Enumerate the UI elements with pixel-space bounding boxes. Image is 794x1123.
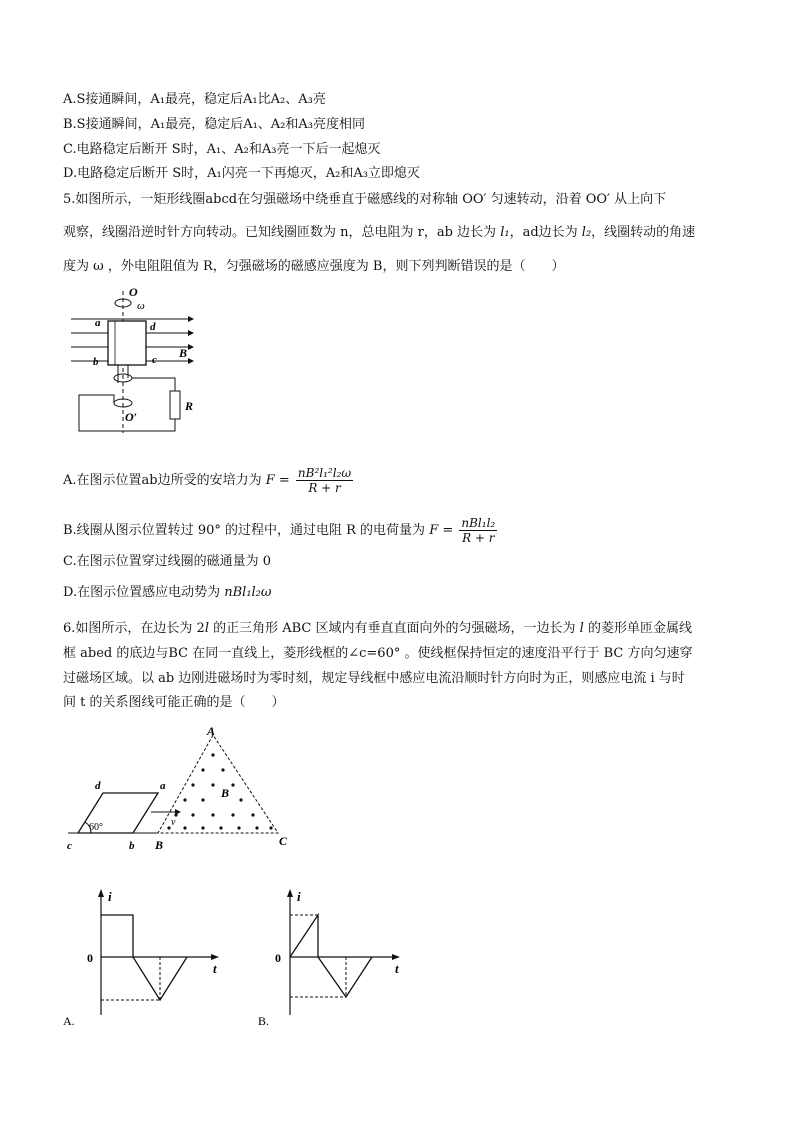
l2-symbol: l₂ <box>581 225 592 240</box>
label-A: A <box>207 725 216 738</box>
angle-label: 60° <box>89 822 103 833</box>
graphB-i-label: i <box>297 889 301 904</box>
label-b-q6: b <box>129 840 135 852</box>
q5-option-b: B.线圈从图示位置转过 90° 的过程中，通过电阻 R 的电荷量为 F = $\frac{\text{nBl₁l₂}}{R + r}$ <box>63 516 496 545</box>
q6-stem-line3: 过磁场区域。以 ab 边刚进磁场时为零时刻，规定导线框中感应电流沿顺时针方向时为正，则感应电流 i 与时 <box>63 671 685 686</box>
label-omega: ω <box>137 300 145 312</box>
l1-symbol: l₁ <box>500 225 510 240</box>
graphA-t-label: t <box>213 961 217 976</box>
graph-option-b <box>258 885 418 1030</box>
q6-stem-line2: 框 abed 的底边与BC 在同一直线上，菱形线框的∠c=60° 。使线框保持恒定的速度沿平行于 BC 方向匀速穿 <box>63 646 693 661</box>
q5-optA-fraction: $\frac{\text{nB²l₁²l₂ω}}{R + r}$ <box>297 466 352 495</box>
label-c-q6: c <box>67 840 72 852</box>
graphA-zero: 0 <box>87 951 93 965</box>
label-B-vertex: B <box>155 838 164 852</box>
q4-option-b: B.S接通瞬间，A₁最亮，稳定后A₁、A₂和A₃亮度相同 <box>63 117 365 132</box>
graphA-i-label: i <box>108 889 112 904</box>
q5-stem-line1: 5.如图所示，一矩形线圈abcd在匀强磁场中绕垂直于磁感线的对称轴 OO′ 匀速转动，沿着 OO′ 从上向下 <box>63 192 667 207</box>
q4-option-d: D.电路稳定后断开 S时，A₁闪亮一下再熄灭，A₂和A₃立即熄灭 <box>63 166 420 181</box>
label-d-q6: d <box>95 780 101 792</box>
q6-stem-line1: 6.如图所示，在边长为 2l 的正三角形 ABC 区域内有垂直直面向外的匀强磁场，一边长为 l 的菱形单匝金属线 <box>63 621 692 636</box>
q5-option-a: A.在图示位置ab边所受的安培力为 F = $\frac{\text{nB²l₁²l₂ω}}{R + r}$ <box>63 466 352 495</box>
label-B-field: B <box>179 346 188 360</box>
label-a-q6: a <box>160 780 166 792</box>
label-v: v <box>171 817 176 828</box>
label-d: d <box>150 321 156 333</box>
q6-triangle-figure <box>63 725 303 855</box>
q5-stem-line2: 观察，线圈沿逆时针方向转动。已知线圈匝数为 n，总电阻为 r，ab 边长为 l₁，ad边长为 l₂，线圈转动的角速 <box>63 225 696 240</box>
label-b: b <box>93 356 99 368</box>
q5-coil-figure <box>63 283 203 438</box>
q5-stem-line3: 度为 ω ，外电阻阻值为 R，匀强磁场的磁感应强度为 B，则下列判断错误的是（ ） <box>63 259 565 274</box>
label-B-field-q6: B <box>221 786 230 800</box>
label-c: c <box>152 354 157 366</box>
label-O-prime: O′ <box>125 410 138 424</box>
graphA-option-label: A. <box>63 1014 75 1028</box>
q4-option-c: C.电路稳定后断开 S时，A₁、A₂和A₃亮一下后一起熄灭 <box>63 142 381 157</box>
q5-optB-fraction: $\frac{\text{nBl₁l₂}}{R + r}$ <box>461 516 496 545</box>
graph-option-a <box>63 885 233 1030</box>
label-O: O <box>129 285 138 299</box>
graphB-zero: 0 <box>275 951 281 965</box>
q4-option-a: A.S接通瞬间，A₁最亮，稳定后A₁比A₂、A₃亮 <box>63 92 326 107</box>
label-a: a <box>95 317 101 329</box>
label-C: C <box>279 834 288 848</box>
q5-option-c: C.在图示位置穿过线圈的磁通量为 0 <box>63 554 272 569</box>
graphB-t-label: t <box>395 961 399 976</box>
label-R: R <box>185 399 194 413</box>
q5-option-d: D.在图示位置感应电动势为 nBl₁l₂ω <box>63 585 272 600</box>
q6-stem-line4: 间 t 的关系图线可能正确的是（ ） <box>63 695 285 710</box>
graphB-option-label: B. <box>258 1014 270 1028</box>
